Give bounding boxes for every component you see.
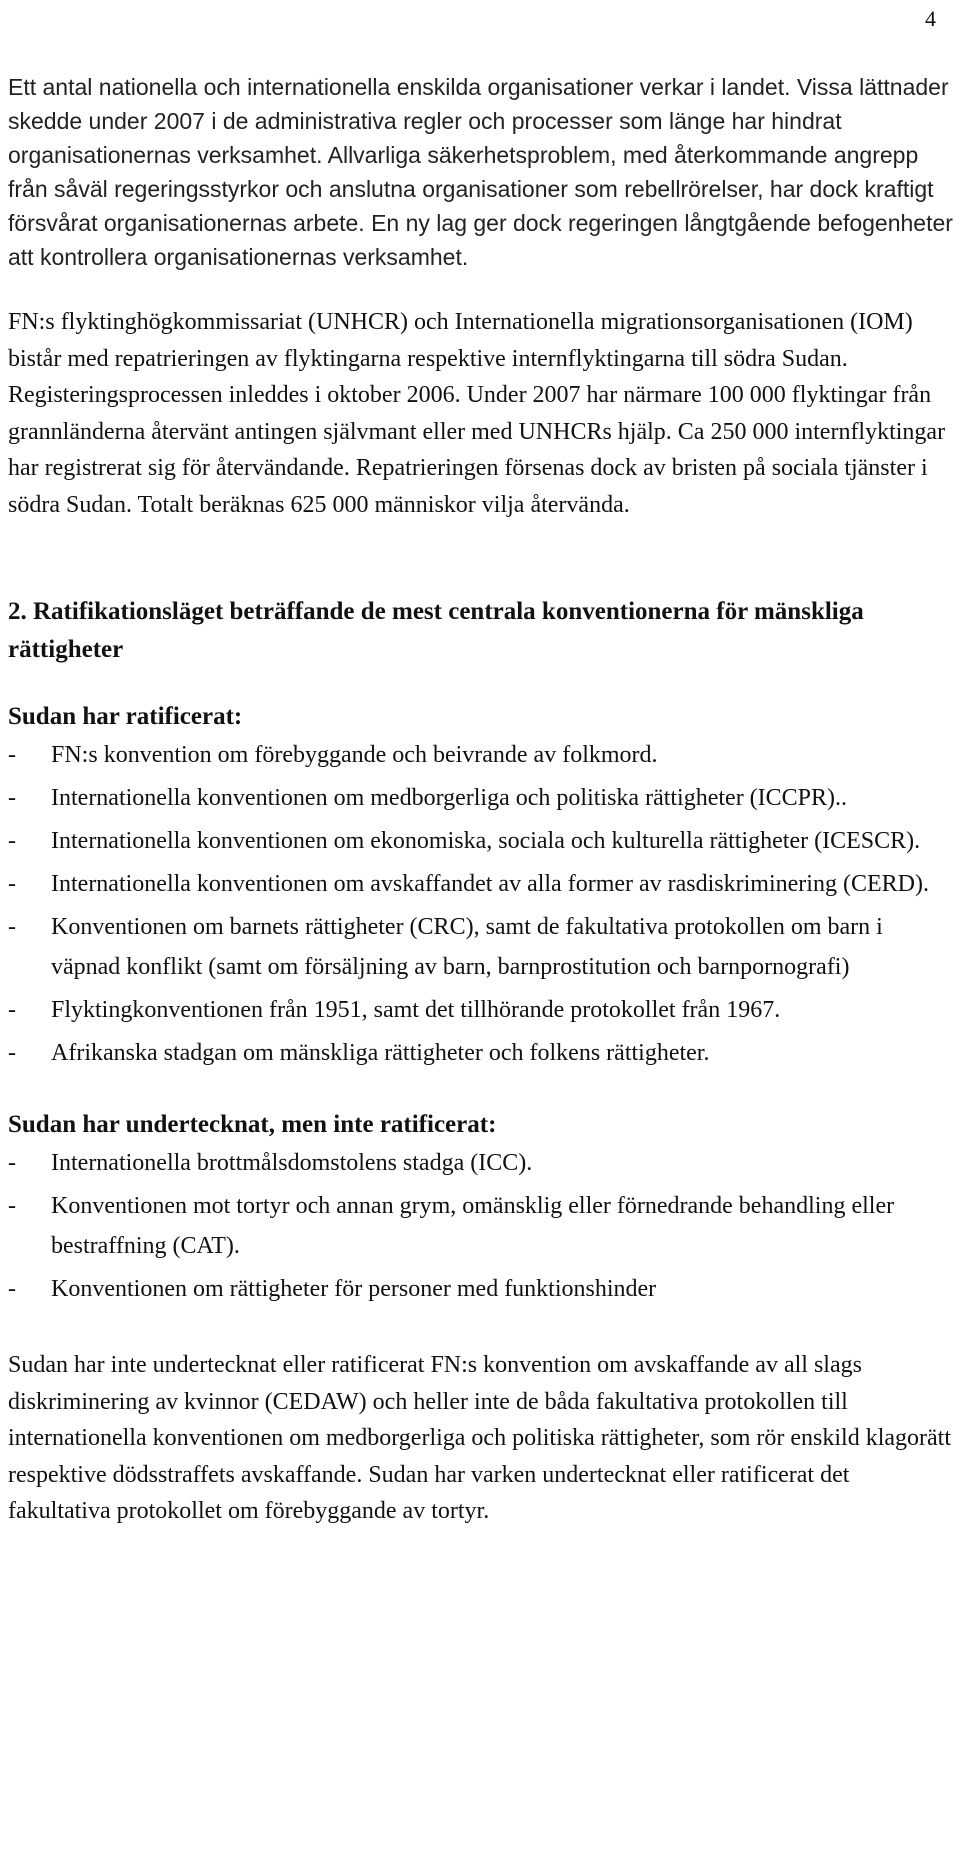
- list-item: [8, 990, 953, 1030]
- paragraph-cedaw: Sudan har inte undertecknat eller ratificerat FN:s konvention om avskaffande av all slags diskriminering av kvinnor (CEDAW) och heller inte de båda fakultativa protokollen till internationella konventionen om medborgerliga och politiska rättigheter, som rör enskild klagorätt respektive dödsstraffets avskaffande. Sudan har varken undertecknat eller ratificerat det fakultativa protokollet om förebyggande av tortyr.: [8, 1352, 952, 1524]
- list-item-text: Internationella konventionen om avskaffandet av alla former av rasdiskriminering (CERD).: [51, 871, 929, 897]
- bullet-dash: -: [8, 742, 16, 768]
- bullet-dash: -: [8, 1040, 16, 1066]
- list-item: [8, 1186, 953, 1266]
- list-item: [8, 821, 953, 861]
- ratified-heading: Sudan har ratificerat:: [8, 703, 243, 730]
- list-item-text: Konventionen mot tortyr och annan grym, omänsklig eller förnedrande behandling eller bestraffning (CAT).: [51, 1193, 895, 1259]
- paragraph-ngo: Ett antal nationella och internationella enskilda organisationer verkar i landet. Vissa lättnader skedde under 2007 i de administrativa regler och processer som länge har hindrat organisationernas verksamhet. Allvarliga säkerhetsproblem, med återkommande angrepp från såväl regeringsstyrkor och anslutna organisationer som rebellrörelser, har dock kraftigt försvårat organisationernas arbete. En ny lag ger dock regeringen långtgående befogenheter att kontrollera organisationernas verksamhet.: [8, 74, 953, 270]
- bullet-dash: -: [8, 1150, 16, 1176]
- signed-list: [8, 1143, 953, 1309]
- ratified-list: [8, 735, 953, 1073]
- paragraph-refugees: FN:s flyktinghögkommissariat (UNHCR) och Internationella migrationsorganisationen (IOM) bistår med repatrieringen av flyktingarna respektive internflyktingarna till södra Sudan. Registeringsprocessen inleddes i oktober 2006. Under 2007 har närmare 100 000 flyktingar från grannländerna återvänt antingen självmant eller med UNHCRs hjälp. Ca 250 000 internflyktingar har registrerat sig för återvändande. Repatrieringen försenas dock av bristen på sociala tjänster i södra Sudan. Totalt beräknas 625 000 människor vilja återvända.: [8, 309, 946, 518]
- list-item: [8, 864, 953, 904]
- list-item: [8, 735, 953, 775]
- signed-heading: Sudan har undertecknat, men inte ratificerat:: [8, 1111, 497, 1138]
- bullet-dash: -: [8, 997, 16, 1023]
- list-item-text: Internationella konventionen om medborgerliga och politiska rättigheter (ICCPR)..: [51, 785, 848, 811]
- list-item-text: FN:s konvention om förebyggande och beivrande av folkmord.: [51, 742, 658, 768]
- bullet-dash: -: [8, 871, 16, 897]
- bullet-dash: -: [8, 785, 16, 811]
- document-body: [8, 70, 953, 1530]
- list-item-text: Konventionen om rättigheter för personer med funktionshinder: [51, 1276, 657, 1302]
- list-item: [8, 907, 953, 987]
- page-number: 4: [925, 6, 936, 31]
- bullet-dash: -: [8, 828, 16, 854]
- list-item-text: Afrikanska stadgan om mänskliga rättigheter och folkens rättigheter.: [51, 1040, 710, 1066]
- list-item-text: Flyktingkonventionen från 1951, samt det tillhörande protokollet från 1967.: [51, 997, 781, 1023]
- bullet-dash: -: [8, 1276, 16, 1302]
- list-item-text: Internationella konventionen om ekonomiska, sociala och kulturella rättigheter (ICESCR).: [51, 828, 921, 854]
- list-item: [8, 1143, 953, 1183]
- section-heading: 2. Ratifikationsläget beträffande de mest centrala konventionerna för mänskliga rättigheter: [8, 598, 864, 663]
- list-item-text: Konventionen om barnets rättigheter (CRC), samt de fakultativa protokollen om barn i väpnad konflikt (samt om försäljning av barn, barnprostitution och barnpornografi): [51, 914, 883, 980]
- bullet-dash: -: [8, 1193, 16, 1219]
- bullet-dash: -: [8, 914, 16, 940]
- list-item: [8, 778, 953, 818]
- list-item-text: Internationella brottmålsdomstolens stadga (ICC).: [51, 1150, 533, 1176]
- list-item: [8, 1269, 953, 1309]
- list-item: [8, 1033, 953, 1073]
